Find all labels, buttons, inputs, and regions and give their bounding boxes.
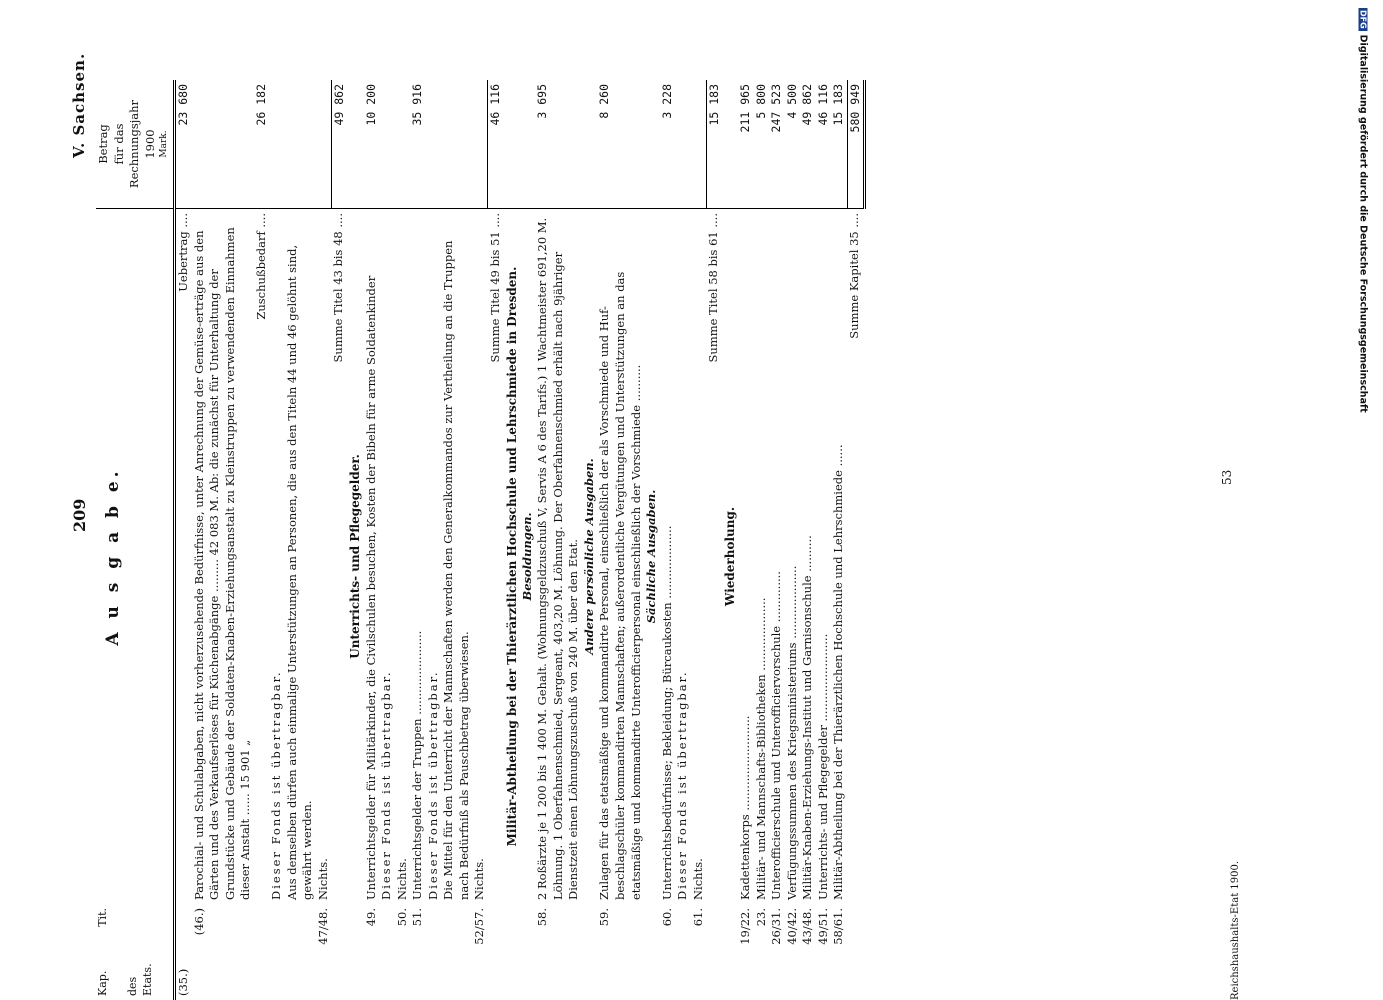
amount-cell (441, 80, 472, 209)
recap-kap-cell (800, 958, 816, 1000)
ledger-row (426, 80, 442, 1000)
description-cell: Dieser Fonds ist übertragbar. (675, 670, 690, 900)
ledger-row (597, 80, 644, 1000)
amount-cell (472, 80, 488, 209)
recap-body (738, 80, 847, 1000)
amount-cell: 10 200 (364, 80, 380, 209)
recap-row (738, 80, 754, 1000)
description-cell: Zuschußbedarf .... (253, 213, 268, 320)
titel-cell: 61. (690, 908, 705, 927)
ledger-row (520, 80, 536, 1000)
kap-cell (410, 958, 426, 1000)
titel-cell (520, 904, 536, 958)
kap-cell (582, 958, 598, 1000)
ledger-row (472, 80, 488, 1000)
description-cell: Parochial- und Schulabgaben, nicht vorherzusehende Bedürfnisse, unter Anrechnung der Gemüse-erträge aus den Gärten und des Verkaufserlöses für Küchenabgänge ......... 42 083 M. Ab: die zunächst für Unterhaltung der Grundstücke und Gebäude der Soldaten-Knaben-Erziehungsanstalt zu Kleinstruppen zu verwendenden Einnahmen dieser Anstalt ...... 15 901 „ (191, 227, 253, 900)
ledger-row (410, 80, 426, 1000)
recap-kap-cell (831, 958, 847, 1000)
kap-cell (675, 958, 691, 1000)
recap-kap-cell (754, 958, 770, 1000)
ledger-row (254, 80, 270, 1000)
description-cell: Uebertrag .... (176, 213, 191, 292)
amount-cell (379, 80, 395, 209)
description-cell: Zulagen für das etatsmäßige und kommandirte Personal, einschließlich der als Vorschmiede und Huf-beschlagschüler kommandirten Mannschaften; außerordentliche Vergütungen und Unterstützungen an das etatsmäßige und kommandirte Unterofficierpersonal einschließlich der Vorschmiede .......... (597, 271, 643, 900)
titel-cell: 47/48. (315, 908, 330, 945)
kap-cell (347, 958, 363, 1000)
titel-cell (426, 904, 442, 958)
recap-titel-cell: 40/42. (784, 908, 799, 945)
titel-cell (379, 904, 395, 958)
description-cell: Militär-Abtheilung bei der Thierärztlichen Hochschule und Lehrschmiede in Dresden. (504, 266, 519, 847)
description-cell: 2 Roßärzte je 1 200 bis 1 400 M. Gehalt. (Wohnungsgeldzuschuß V, Servis A 6 des Tarifs.) 1 Wachtmeister 691,20 M. Löhnung. 1 Oberfahnenschmied, Sergeant, 403,20 M. Löhnung. Der Oberfahnenschmied erhält nach 9jähriger Dienstzeit einen Löhnungszuschuß von 240 M. über den Etat. (535, 217, 581, 900)
recap-row (769, 80, 785, 1000)
description-cell: Sächliche Ausgaben. (644, 489, 659, 624)
recap-row (816, 80, 832, 1000)
amount-cell (347, 80, 363, 209)
ledger-body (175, 80, 739, 1000)
kap-cell (254, 958, 270, 1000)
amount-cell: 3 695 (535, 80, 582, 209)
description-cell: Nichts. (690, 858, 705, 900)
ledger-row (582, 80, 598, 1000)
kap-cell (691, 958, 707, 1000)
titel-cell: 59. (597, 908, 612, 927)
ledger-row (675, 80, 691, 1000)
amount-cell (285, 80, 316, 209)
titel-cell: 49. (363, 908, 378, 927)
recap-description-cell: Unterofficierschule und Unterofficiervorschule .............. (769, 571, 784, 900)
recap-row (800, 80, 816, 1000)
footer-number: 53 (1220, 469, 1234, 485)
dfg-logo: DFG (1358, 10, 1368, 29)
kap-cell (722, 958, 738, 1000)
recap-titel-cell: 19/22. (738, 908, 753, 945)
kap-cell (520, 958, 536, 1000)
titel-cell: 50. (394, 908, 409, 927)
recap-description-cell: Militär-Abtheilung bei der Thierärztlichen Hochschule und Lehrschmiede ...... (831, 444, 846, 900)
kap-cell (535, 958, 582, 1000)
kap-cell (644, 958, 660, 1000)
rotated-ledger-page (70, 0, 1260, 1000)
ledger-row (175, 80, 192, 1000)
recap-amount-cell: 46 116 (816, 80, 832, 209)
description-cell: Dieser Fonds ist übertragbar. (269, 670, 284, 900)
recap-kap-cell (769, 958, 785, 1000)
description-cell: Nichts. (394, 858, 409, 900)
amount-cell (192, 80, 254, 209)
ledger-row (691, 80, 707, 1000)
titel-cell (706, 904, 722, 958)
kap-cell (706, 958, 722, 1000)
titel-cell (504, 904, 520, 958)
amount-cell (722, 80, 738, 209)
kap-cell (504, 958, 520, 1000)
description-cell: Besoldungen. (519, 512, 534, 601)
recap-description-cell: Unterrichts- und Pflegegelder ........................ (815, 633, 830, 900)
description-cell: Unterrichts- und Pflegegelder. (348, 454, 363, 659)
titel-cell (254, 904, 270, 958)
tit-header: Tit. (96, 904, 175, 958)
amount-cell (426, 80, 442, 209)
recap-titel-cell: 26/31. (769, 908, 784, 945)
titel-cell (285, 904, 316, 958)
description-cell: Summe Titel 58 bis 61 .... (706, 213, 721, 363)
kap-cell (472, 958, 488, 1000)
ledger-row (660, 80, 676, 1000)
titel-cell: 60. (659, 908, 674, 927)
titel-cell (347, 904, 363, 958)
ledger-row (269, 80, 285, 1000)
description-cell: Aus demselben dürfen auch einmalige Unterstützungen an Personen, die aus den Titeln 44 und 46 gelöhnt sind, gewährt werden. (284, 244, 315, 900)
recap-amount-cell: 15 183 (831, 80, 847, 209)
recap-titel-cell: 58/61. (831, 908, 846, 945)
description-cell: Die Mittel für den Unterricht der Mannschaften werden den Generalkommandos zur Vertheilung an die Truppen nach Bedürfniß als Pauschbetrag überwiesen. (441, 240, 471, 900)
ledger-row (441, 80, 472, 1000)
state-header: V. Sachsen. (70, 52, 88, 158)
footer-left: Reichshaushalts-Etat 1900. (1230, 860, 1241, 1000)
titel-cell (675, 904, 691, 958)
kap-cell (441, 958, 472, 1000)
recap-kap-cell (738, 958, 754, 1000)
recap-titel-cell: 43/48. (800, 908, 815, 945)
recap-row (785, 80, 801, 1000)
kap-cell (269, 958, 285, 1000)
amount-cell: 49 862 (331, 80, 347, 209)
titel-cell (644, 904, 660, 958)
titel-cell: 52/57. (472, 908, 487, 945)
amount-cell: 46 116 (488, 80, 504, 209)
kap-cell (426, 958, 442, 1000)
recap-description-cell: Militär- und Mannschafts-Bibliotheken .................... (753, 597, 768, 900)
recap-amount-cell: 247 523 (769, 80, 785, 209)
ledger-row (706, 80, 722, 1000)
titel-cell: 58. (535, 908, 550, 927)
amount-cell (691, 80, 707, 209)
kap-cell (395, 958, 411, 1000)
amount-cell (582, 80, 598, 209)
ledger-table (96, 80, 866, 1000)
title-cell (96, 209, 175, 905)
kap-cell (597, 958, 644, 1000)
kap-cell (331, 958, 347, 1000)
description-cell: Unterrichtsbedürfnisse; Bekleidung; Bürcaukosten .................... (659, 525, 674, 900)
amount-cell (316, 80, 332, 209)
description-cell: Unterrichtsgelder für Militärkinder, die Civilschulen besuchen, Kosten der Bibeln für arme Soldatenkinder (363, 275, 378, 900)
digitisation-note (1348, 8, 1378, 413)
description-cell: Nichts. (315, 858, 330, 900)
description-cell: Dieser Fonds ist übertragbar. (379, 670, 394, 900)
ledger-row (488, 80, 504, 1000)
page-number: 209 (70, 498, 89, 532)
description-cell: Dieser Fonds ist übertragbar. (425, 670, 440, 900)
amount-cell: 15 183 (706, 80, 722, 209)
ledger-row (535, 80, 582, 1000)
recap-kap-cell (816, 958, 832, 1000)
grand-total-label: Summe Kapitel 35 .... (847, 213, 862, 339)
description-cell: Summe Titel 43 bis 48 .... (331, 213, 346, 363)
titel-cell: (46.) (191, 908, 206, 936)
description-cell: Unterrichtsgelder der Truppen ....................... (410, 630, 425, 900)
amount-cell (504, 80, 520, 209)
grand-total-row (847, 80, 865, 1000)
recap-row (754, 80, 770, 1000)
amount-cell (269, 80, 285, 209)
recap-titel-cell: 49/51. (815, 908, 830, 945)
amount-cell: 23 680 (175, 80, 192, 209)
grand-total-amount: 580 949 (847, 80, 865, 209)
amount-cell: 3 228 (660, 80, 676, 209)
titel-cell: 51. (410, 908, 425, 927)
kap-cell (379, 958, 395, 1000)
titel-cell (331, 904, 347, 958)
description-cell: Summe Titel 49 bis 51 .... (487, 213, 502, 363)
recap-titel-cell: 23. (753, 908, 768, 927)
kap-cell (316, 958, 332, 1000)
kap-header: Kap. des Etats. (96, 958, 175, 1000)
titel-cell (488, 904, 504, 958)
ledger-row (379, 80, 395, 1000)
digitisation-text: Digitalisierung gefördert durch die Deutsche Forschungsgemeinschaft (1357, 34, 1369, 413)
page-title: A u s g a b e. (103, 467, 123, 646)
recap-description-cell: Militär-Knaben-Erziehungs-Institut und Garnisonschule .......... (800, 535, 815, 900)
kap-cell (488, 958, 504, 1000)
recap-row (831, 80, 847, 1000)
ledger-row (331, 80, 347, 1000)
recap-description-cell: Kadettenkorps .......................... (738, 715, 753, 900)
kap-cell: (35.) (176, 968, 191, 996)
description-cell: Wiederholung. (723, 506, 738, 607)
titel-cell (722, 904, 738, 958)
kap-cell (660, 958, 676, 1000)
ledger-row (395, 80, 411, 1000)
kap-cell (285, 958, 316, 1000)
description-cell: Andere persönliche Ausgaben. (581, 458, 596, 655)
description-cell: Nichts. (472, 858, 487, 900)
ledger-row (364, 80, 380, 1000)
amount-cell (520, 80, 536, 209)
titel-cell (269, 904, 285, 958)
amount-cell: 8 260 (597, 80, 644, 209)
ledger-row (192, 80, 254, 1000)
ledger-row (316, 80, 332, 1000)
amount-cell: 26 182 (254, 80, 270, 209)
amount-cell (675, 80, 691, 209)
recap-amount-cell: 4 500 (785, 80, 801, 209)
recap-amount-cell: 5 800 (754, 80, 770, 209)
betrag-header: Betrag für das Rechnungsjahr 1900 Mark. (96, 80, 175, 209)
amount-cell (644, 80, 660, 209)
amount-cell: 35 916 (410, 80, 426, 209)
kap-cell (192, 958, 254, 1000)
ledger-row (644, 80, 660, 1000)
ledger-row (347, 80, 363, 1000)
titel-cell (175, 904, 192, 958)
ledger-row (722, 80, 738, 1000)
titel-cell (441, 904, 472, 958)
recap-amount-cell: 49 862 (800, 80, 816, 209)
ledger-row (504, 80, 520, 1000)
ledger-header-row (96, 80, 175, 1000)
recap-amount-cell: 211 965 (738, 80, 754, 209)
titel-cell (582, 904, 598, 958)
amount-cell (395, 80, 411, 209)
recap-kap-cell (785, 958, 801, 1000)
recap-description-cell: Verfügungssummen des Kriegsministeriums .................... (784, 565, 799, 900)
ledger-row (285, 80, 316, 1000)
kap-cell (364, 958, 380, 1000)
